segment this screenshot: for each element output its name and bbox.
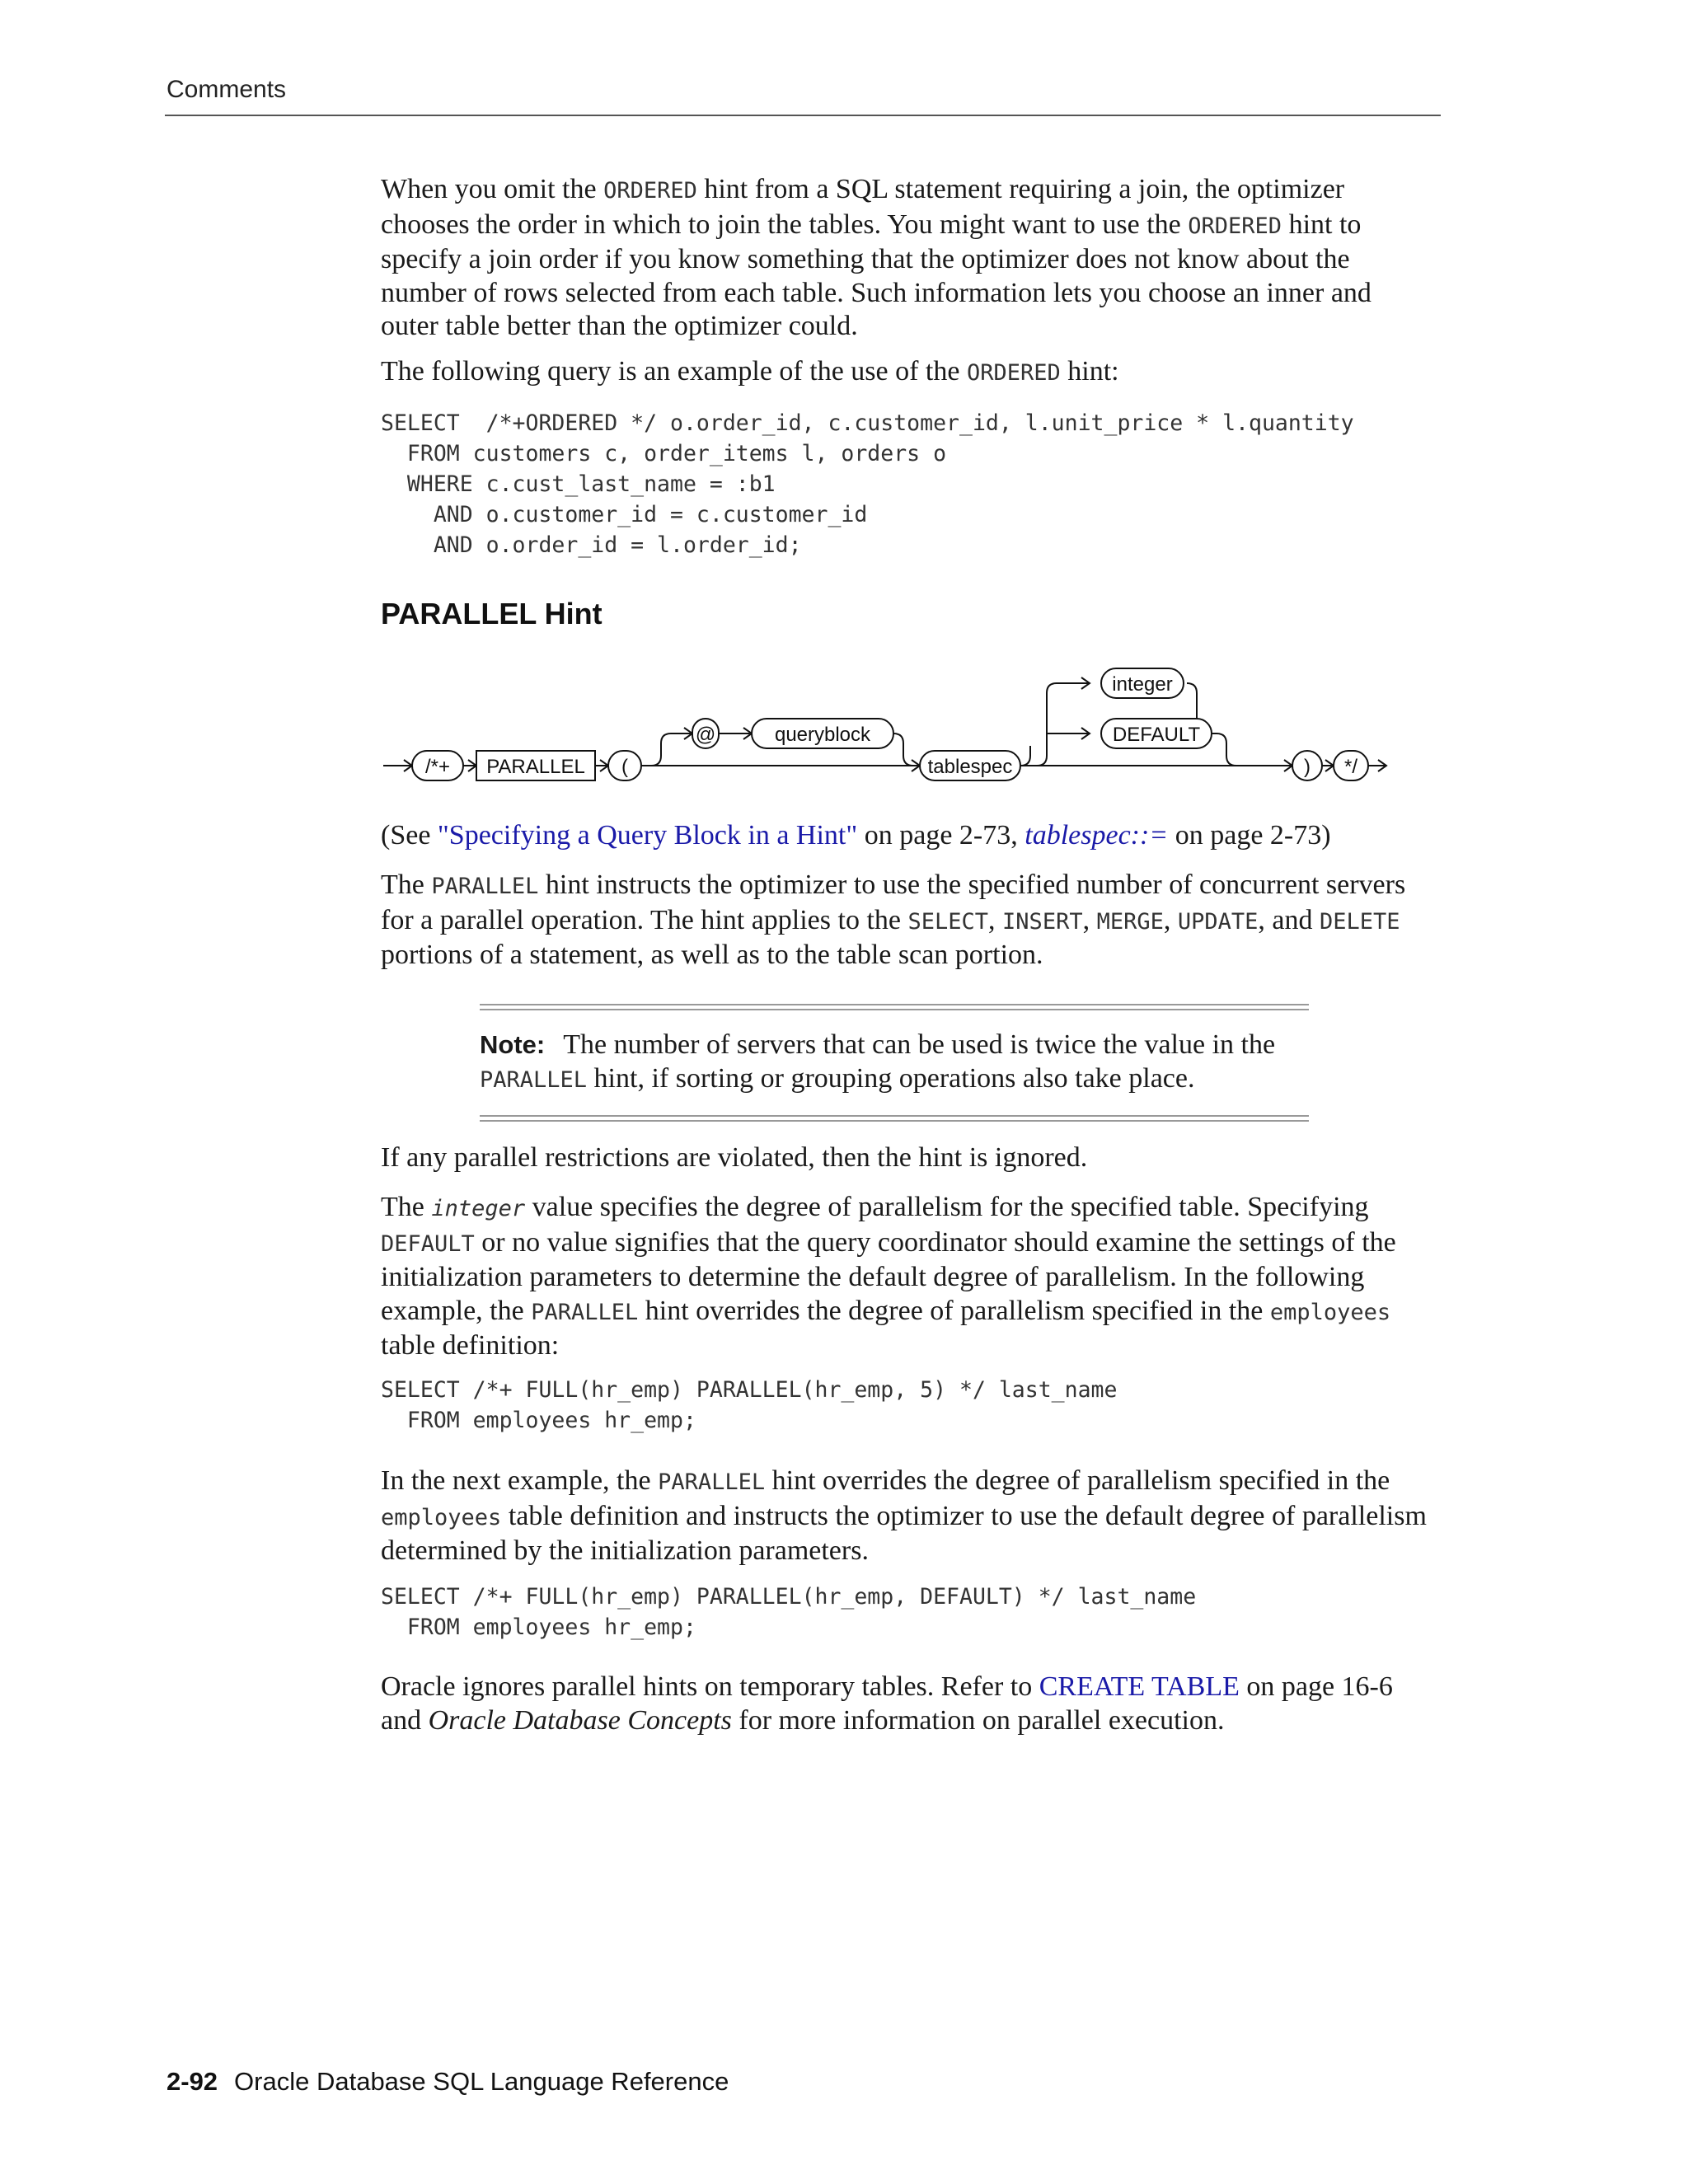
paragraph-ordered-example: The following query is an example of the use of the ORDERED hint: <box>381 356 1119 387</box>
paragraph-restrictions: If any parallel restrictions are violated, then the hint is ignored. <box>381 1142 1088 1173</box>
code-example-parallel-default: SELECT /*+ FULL(hr_emp) PARALLEL(hr_emp, DEFAULT) */ last_name FROM employees hr_emp; <box>381 1584 1197 1640</box>
diagram-parallel-keyword: PARALLEL <box>486 756 585 778</box>
code-example-ordered: SELECT /*+ORDERED */ o.order_id, c.customer_id, l.unit_price * l.quantity FROM customers c, order_items l, orders o WHERE c.cust_last_name = :b1 AND o.customer_id = c.customer_id AND o.order_id = l.order_id; <box>381 410 1354 558</box>
paragraph-temporary-tables: Oracle ignores parallel hints on temporary tables. Refer to CREATE TABLE on page 16-6 and Oracle Database Concepts for more information on parallel execution. <box>381 1671 1393 1736</box>
paragraph-parallel-intro: The PARALLEL hint instructs the optimizer to use the specified number of concurrent servers for a parallel operation. The hint applies to the SELECT, INSERT, MERGE, UPDATE, and DELETE portions of a statement, as well as to the table scan portion. <box>381 869 1406 970</box>
header-rule <box>165 115 1441 116</box>
note-box: Note: The number of servers that can be used is twice the value in the PARALLEL hint, if sorting or grouping operations also take place. <box>480 1004 1309 1122</box>
diagram-at: @ <box>695 724 716 746</box>
page-footer <box>166 2067 729 2097</box>
note-label: Note: <box>480 1030 546 1059</box>
diagram-integer: integer <box>1112 673 1173 696</box>
paragraph-integer-value: The integer value specifies the degree of parallelism for the specified table. Specifying DEFAULT or no value signifies that the query coordinator should examine the settings of the initialization parameters to determine the default degree of parallelism. In the following example, the PARALLEL hint overrides the degree of parallelism specified in the employees table definition: <box>381 1192 1396 1361</box>
book-title: Oracle Database SQL Language Reference <box>234 2067 729 2096</box>
section-heading: PARALLEL Hint <box>381 597 603 630</box>
link-tablespec[interactable]: tablespec::= <box>1025 820 1169 851</box>
running-header: Comments <box>166 76 287 103</box>
note-top-rule <box>480 1004 1309 1010</box>
diagram-open-paren: ( <box>621 756 628 778</box>
diagram-close-comment: */ <box>1343 756 1358 778</box>
page-number: 2-92 <box>166 2067 218 2096</box>
diagram-open-comment: /*+ <box>424 756 451 778</box>
diagram-queryblock: queryblock <box>774 724 871 746</box>
code-ordered: ORDERED <box>603 178 697 204</box>
code-example-parallel-5: SELECT /*+ FULL(hr_emp) PARALLEL(hr_emp, 5) */ last_name FROM employees hr_emp; <box>381 1377 1118 1433</box>
note-bottom-rule <box>480 1115 1309 1122</box>
parallel-hint-syntax-diagram <box>379 655 1401 795</box>
paragraph-ordered-intro: When you omit the ORDERED hint from a SQL statement requiring a join, the optimizer chooses the order in which to join the tables. You might want to use the ORDERED hint to specify a join order if you know something that the optimizer does not know about the number of rows selected from each table. Such information lets you choose an inner and outer table better than the optimizer could. <box>381 174 1372 341</box>
code-ordered: ORDERED <box>1188 213 1282 239</box>
paragraph-next-example: In the next example, the PARALLEL hint overrides the degree of parallelism specified in the employees table definition and instructs the optimizer to use the default degree of parallelism determined by the initialization parameters. <box>381 1465 1427 1566</box>
link-query-block-hint[interactable]: "Specifying a Query Block in a Hint" <box>437 820 858 851</box>
see-also-line: (See "Specifying a Query Block in a Hint" on page 2-73, tablespec::= on page 2-73) <box>381 820 1331 851</box>
diagram-default: DEFAULT <box>1112 724 1201 746</box>
link-create-table[interactable]: CREATE TABLE <box>1039 1671 1240 1702</box>
diagram-tablespec: tablespec <box>927 756 1013 778</box>
diagram-close-paren: ) <box>1304 756 1311 778</box>
